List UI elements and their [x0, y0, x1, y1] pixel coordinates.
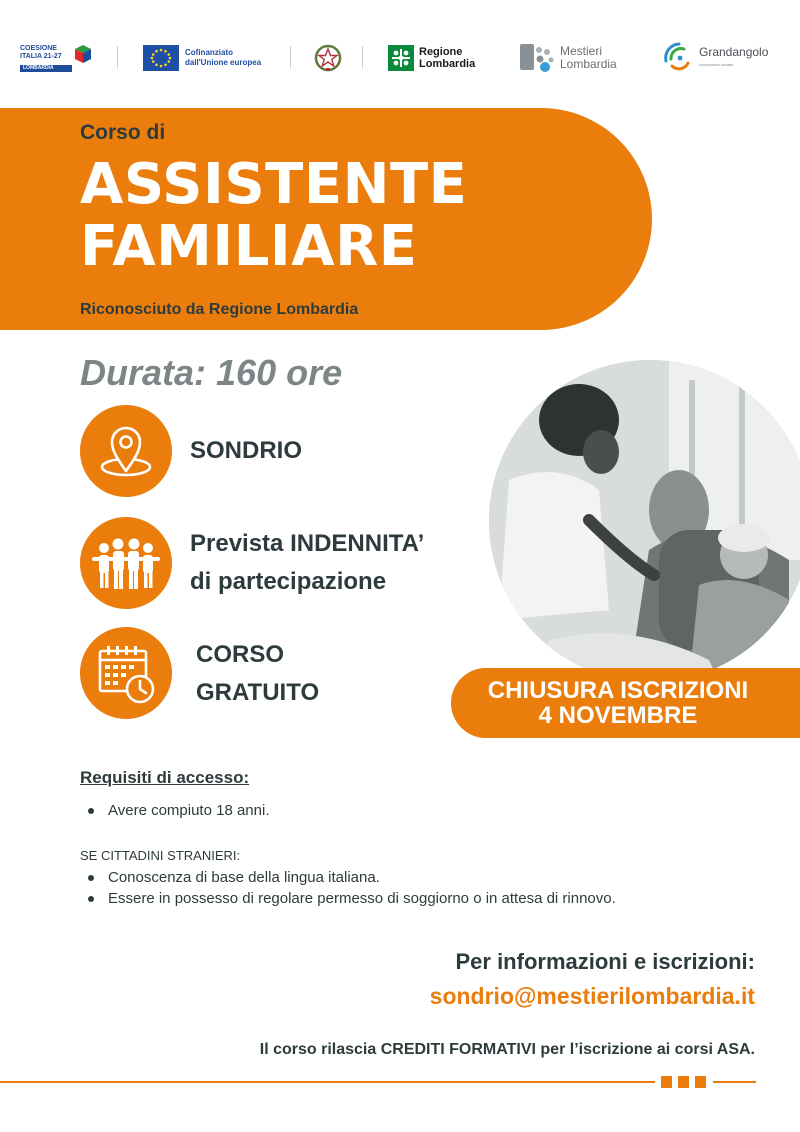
regione-line1: Regione [419, 46, 463, 58]
caregiver-photo [489, 360, 800, 682]
italian-republic-emblem-icon [313, 36, 343, 80]
contact-email-link[interactable]: sondrio@mestierilombardia.it [429, 983, 755, 1009]
course-title-line2: FAMILIARE [80, 214, 418, 279]
course-title [80, 154, 467, 278]
list-item: Avere compiuto 18 anni. [88, 800, 270, 821]
regione-line2: Lombardia [419, 58, 476, 70]
coesione-cube-icon [75, 45, 91, 63]
logo-divider [362, 46, 363, 68]
course-recognition: Riconosciuto da Regione Lombardia [80, 301, 359, 318]
logo-divider [290, 46, 291, 68]
regione-rosa-camuna-icon [388, 45, 414, 71]
grandangolo-arcs-icon [662, 41, 696, 75]
eu-text-line2: dall'Unione europea [185, 58, 262, 67]
contact-label: Per informazioni e iscrizioni: [455, 949, 755, 974]
feature-location-line1: SONDRIO [190, 437, 303, 464]
grandangolo-name: Grandangolo [699, 44, 769, 59]
group-people-icon [80, 517, 172, 609]
foreigners-requirements-list [88, 867, 616, 909]
feature-free-line1: CORSO [196, 641, 285, 668]
list-item: Essere in possesso di regolare permesso di soggiorno o in attesa di rinnovo. [88, 888, 616, 909]
coesione-line2: ITALIA 21-27 [20, 52, 62, 60]
eu-cofinanced-logo [143, 36, 261, 80]
mestieri-line1: Mestieri [560, 44, 603, 58]
calendar-clock-icon [80, 627, 172, 719]
enrollment-deadline-badge [451, 668, 800, 738]
feature-allowance-line2: di partecipazione [190, 568, 387, 595]
foreigners-heading: SE CITTADINI STRANIERI: [80, 848, 241, 863]
grandangolo-sub: cooperativa sociale [699, 61, 734, 67]
feature-free-line2: GRATUITO [196, 679, 320, 706]
requirements-list [88, 800, 270, 821]
deadline-line1: CHIUSURA ISCRIZIONI [487, 677, 749, 704]
course-prefix: Corso di [80, 121, 166, 144]
grandangolo-logo [662, 36, 768, 80]
footer-rule-end [713, 1081, 756, 1083]
feature-free [196, 636, 319, 712]
requirements-heading: Requisiti di accesso: [80, 768, 250, 787]
eu-flag-icon [143, 45, 179, 71]
coesione-line1: COESIONE [20, 44, 57, 52]
eu-text-line1: Cofinanziato [185, 48, 233, 57]
mestieri-line2: Lombardia [560, 57, 617, 71]
feature-allowance [190, 525, 424, 601]
mestieri-dots-icon [520, 42, 554, 74]
location-pin-icon [80, 405, 172, 497]
course-title-line1: ASSISTENTE [80, 152, 468, 217]
course-duration: Durata: 160 ore [80, 352, 343, 393]
footer-dash [695, 1076, 706, 1088]
feature-location [190, 432, 302, 470]
regione-lombardia-logo [388, 36, 475, 80]
credits-note: Il corso rilascia CREDITI FORMATIVI per l’iscrizione ai corsi ASA. [259, 1041, 755, 1058]
logo-divider [117, 46, 118, 68]
deadline-line2: 4 NOVEMBRE [538, 702, 698, 729]
list-item: Conoscenza di base della lingua italiana. [88, 867, 616, 888]
hero-banner [0, 108, 652, 330]
footer-dash [661, 1076, 672, 1088]
partner-logo-bar [0, 36, 800, 80]
footer-rule [0, 1081, 655, 1083]
mestieri-lombardia-logo [520, 36, 617, 80]
footer-dash [678, 1076, 689, 1088]
feature-allowance-line1: Prevista INDENNITA’ [190, 530, 425, 557]
coesione-italia-logo [20, 36, 90, 80]
coesione-strip: LOMBARDIA [20, 65, 72, 72]
